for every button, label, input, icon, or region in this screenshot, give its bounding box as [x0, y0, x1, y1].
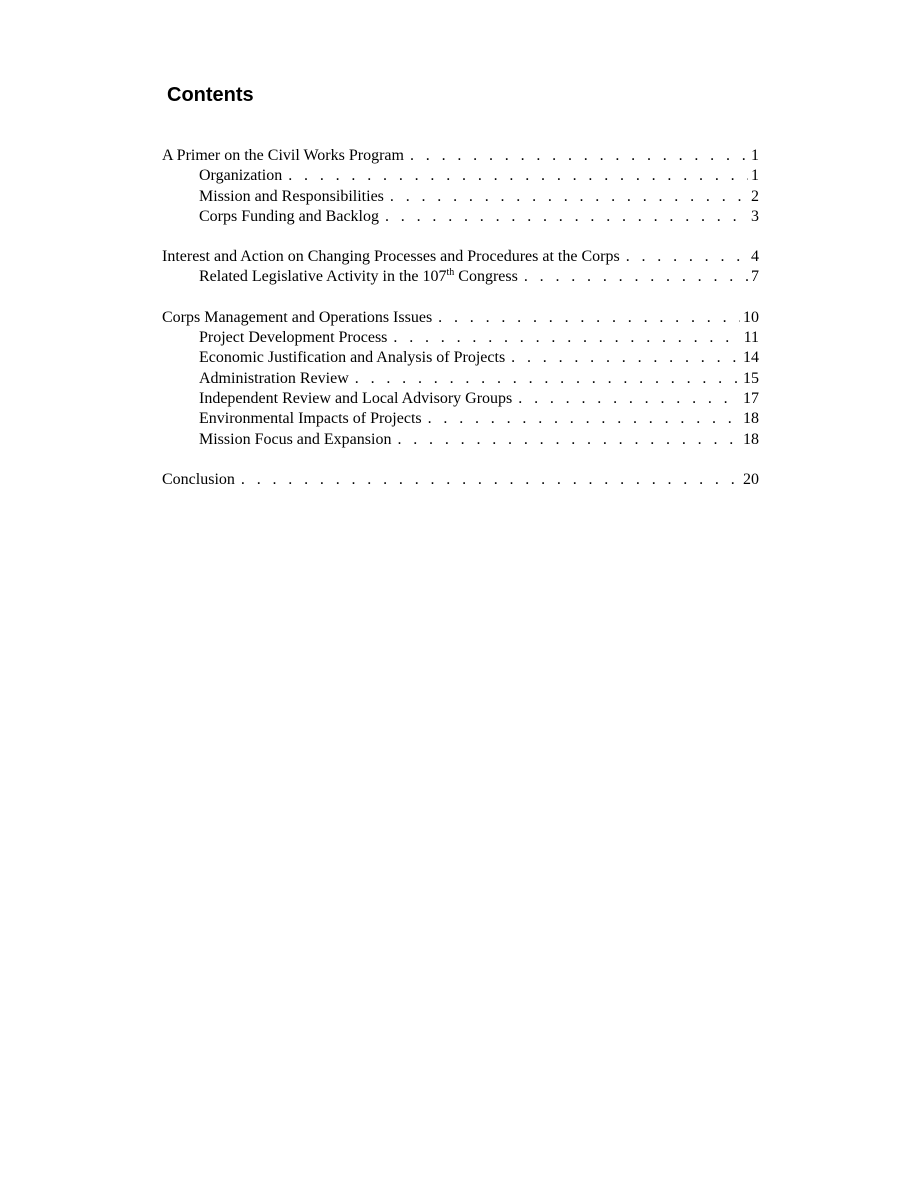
toc-entry[interactable]	[162, 470, 759, 490]
dot-leader	[393, 328, 740, 348]
toc-subentry[interactable]	[162, 369, 759, 389]
toc-entry-page: 11	[743, 329, 759, 347]
toc-entry-page: 3	[751, 207, 759, 225]
toc-entry[interactable]	[162, 308, 759, 328]
dot-leader	[511, 348, 740, 368]
toc-entry-page: 15	[743, 369, 759, 387]
toc-entry-title: Economic Justification and Analysis of Projects	[199, 349, 506, 367]
dot-leader	[390, 187, 748, 207]
dot-leader	[385, 207, 748, 227]
title-text-after: Congress	[454, 268, 518, 286]
toc-section-management-issues	[162, 308, 759, 450]
toc-subentry[interactable]	[162, 389, 759, 409]
toc-entry-page: 17	[743, 389, 759, 407]
dot-leader	[410, 146, 748, 166]
toc-entry-page: 7	[751, 268, 759, 286]
toc-section-conclusion	[162, 470, 759, 490]
dot-leader	[518, 389, 740, 409]
toc-entry-page: 20	[743, 470, 759, 488]
toc-entry-title	[199, 267, 518, 287]
toc-entry-title: Project Development Process	[199, 329, 388, 347]
toc-entry-title: Corps Management and Operations Issues	[162, 308, 433, 326]
toc-entry-title: A Primer on the Civil Works Program	[162, 147, 404, 164]
toc-entry-title: Independent Review and Local Advisory Groups	[199, 389, 513, 407]
table-of-contents	[162, 146, 759, 510]
toc-subentry[interactable]	[162, 207, 759, 227]
toc-entry-title: Administration Review	[199, 369, 349, 387]
dot-leader	[241, 470, 740, 490]
dot-leader	[438, 308, 740, 328]
toc-entry-title: Corps Funding and Backlog	[199, 207, 379, 225]
page-title: Contents	[167, 84, 254, 106]
toc-entry-title: Conclusion	[162, 470, 235, 488]
dot-leader	[626, 247, 748, 267]
toc-entry-page: 2	[751, 187, 759, 205]
dot-leader	[355, 369, 740, 389]
toc-subentry[interactable]	[162, 348, 759, 368]
toc-entry-page: 10	[743, 308, 759, 326]
toc-entry-page: 14	[743, 349, 759, 367]
toc-entry-page: 1	[751, 147, 759, 164]
toc-entry[interactable]	[162, 146, 759, 166]
toc-subentry[interactable]	[162, 267, 759, 287]
dot-leader	[397, 430, 740, 450]
toc-subentry[interactable]	[162, 187, 759, 207]
toc-entry[interactable]	[162, 247, 759, 267]
toc-entry-title: Organization	[199, 167, 283, 185]
toc-subentry[interactable]	[162, 409, 759, 429]
ordinal-suffix: th	[446, 267, 455, 279]
dot-leader	[524, 267, 748, 287]
toc-subentry[interactable]	[162, 166, 759, 186]
toc-entry-title: Mission and Responsibilities	[199, 187, 384, 205]
dot-leader	[428, 409, 740, 429]
toc-entry-title: Environmental Impacts of Projects	[199, 410, 422, 428]
toc-entry-page: 1	[751, 167, 759, 185]
toc-section-primer	[162, 146, 759, 227]
toc-section-changing-processes	[162, 247, 759, 288]
title-text-before: Related Legislative Activity in the 107	[199, 268, 447, 286]
toc-entry-title: Interest and Action on Changing Processes and Procedures at the Corps	[162, 248, 620, 266]
toc-entry-page: 18	[743, 410, 759, 428]
toc-entry-title: Mission Focus and Expansion	[199, 430, 392, 448]
toc-subentry[interactable]	[162, 430, 759, 450]
dot-leader	[288, 166, 748, 186]
toc-subentry[interactable]	[162, 328, 759, 348]
toc-entry-page: 18	[743, 430, 759, 448]
toc-entry-page: 4	[751, 248, 759, 266]
